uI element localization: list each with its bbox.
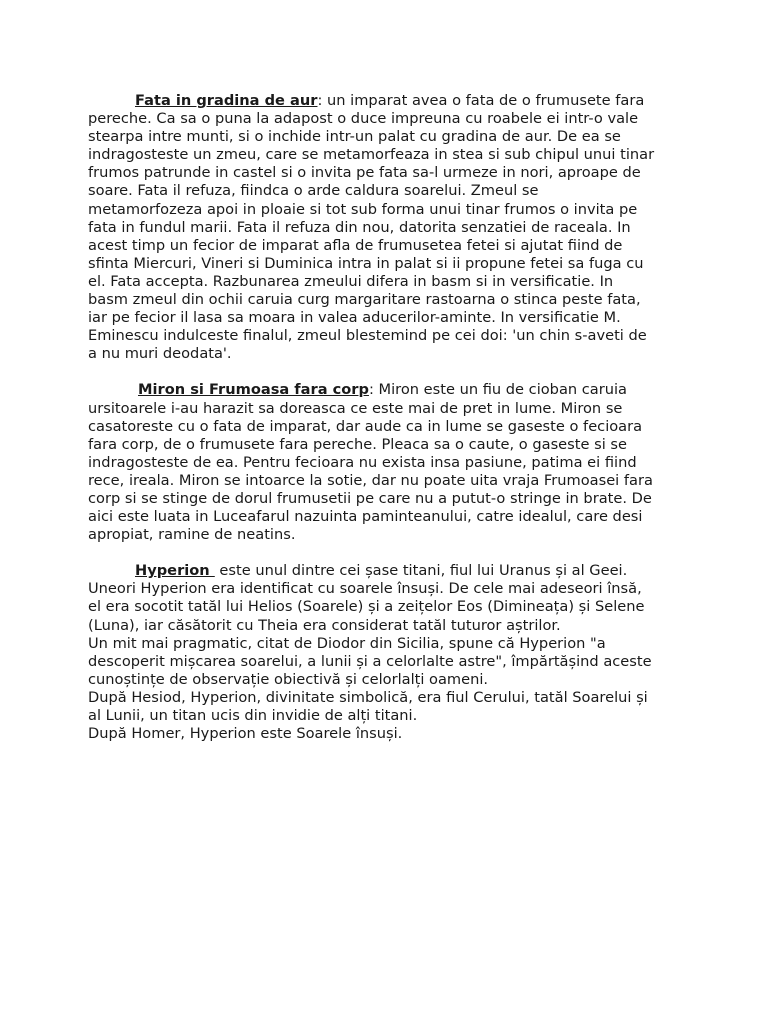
paragraph-line: casatoreste cu o fata de imparat, dar aude ca in lume se gaseste o fecioara (88, 417, 643, 435)
paragraph-line: frumos patrunde in castel si o invita pe fata sa-l urmeze in nori, aproape de (88, 164, 641, 182)
paragraph-hyperion (88, 562, 688, 743)
paragraph-line: rece, ireala. Miron se intoarce la sotie, dar nu poate uita vraja Frumoasei fara (88, 471, 653, 489)
paragraph-miron-si-frumoasa-fara-corp (88, 381, 688, 544)
paragraph-line: fara corp, de o frumusete fara pereche. Pleaca sa o caute, o gaseste si se (88, 435, 627, 453)
paragraph-line: descoperit mișcarea soarelui, a lunii și a celorlalte astre", împărtășind aceste (88, 652, 652, 670)
section-title: Fata in gradina de aur (135, 92, 318, 109)
paragraph-spacer (88, 544, 688, 562)
paragraph-line: cunoștințe de observație obiectivă și celorlalți oameni. (88, 670, 489, 688)
section-title: Miron si Frumoasa fara corp (138, 381, 369, 399)
paragraph-text: este unul dintre cei șase titani, fiul lui Uranus și al Geei. (214, 562, 628, 580)
paragraph-line: După Hesiod, Hyperion, divinitate simbolică, era fiul Cerului, tatăl Soarelui și (88, 688, 648, 706)
paragraph-line: el. Fata accepta. Razbunarea zmeului difera in basm si in versificatie. In (88, 272, 614, 290)
paragraph-line: (Luna), iar căsătorit cu Theia era considerat tatăl tuturor aștrilor. (88, 616, 561, 634)
paragraph-line: După Homer, Hyperion este Soarele însuși. (88, 725, 403, 743)
paragraph-line: el era socotit tatăl lui Helios (Soarele) și a zeițelor Eos (Dimineața) și Selene (88, 598, 645, 616)
paragraph-line: corp si se stinge de dorul frumusetii pe care nu a putut-o stringe in brate. De (88, 489, 652, 507)
section-title: Hyperion (135, 562, 215, 580)
paragraph-line: ursitoarele i-au harazit sa doreasca ce este mai de pret in lume. Miron se (88, 399, 623, 417)
paragraph-text: : un imparat avea o fata de o frumusete fara (317, 92, 645, 109)
paragraph-first-line (88, 562, 688, 580)
paragraph-line: indragosteste un zmeu, care se metamorfeaza in stea si sub chipul unui tinar (88, 146, 655, 164)
paragraph-line: indragosteste de ea. Pentru fecioara nu exista insa pasiune, patima ei fiind (88, 453, 637, 471)
paragraph-first-line (88, 92, 688, 110)
paragraph-line: apropiat, ramine de neatins. (88, 526, 296, 544)
paragraph-line: pereche. Ca sa o puna la adapost o duce impreuna cu roabele ei intr-o vale (88, 110, 639, 128)
paragraph-line: sfinta Miercuri, Vineri si Duminica intra in palat si ii propune fetei sa fuga cu (88, 254, 644, 272)
paragraph-first-line (88, 381, 688, 399)
paragraph-spacer (88, 363, 688, 381)
paragraph-text: : Miron este un fiu de cioban caruia (368, 381, 627, 399)
paragraph-line: aici este luata in Luceafarul nazuinta paminteanului, catre idealul, care desi (88, 508, 643, 526)
paragraph-line: metamorfozeza apoi in ploaie si tot sub forma unui tinar frumos o invita pe (88, 200, 638, 218)
paragraph-line: Eminescu indulceste finalul, zmeul blestemind pe cei doi: 'un chin s-aveti de (88, 327, 647, 345)
paragraph-line: Un mit mai pragmatic, citat de Diodor din Sicilia, spune că Hyperion "a (88, 634, 606, 652)
paragraph-line: a nu muri deodata'. (88, 345, 232, 363)
paragraph-line: acest timp un fecior de imparat afla de frumusetea fetei si ajutat fiind de (88, 236, 623, 254)
paragraph-line: basm zmeul din ochii caruia curg margaritare rastoarna o stinca peste fata, (88, 291, 641, 309)
paragraph-line: iar pe fecior il lasa sa moara in valea aducerilor-aminte. In versificatie M. (88, 309, 621, 327)
paragraph-line: Uneori Hyperion era identificat cu soarele însuși. De cele mai adeseori însă, (88, 580, 642, 598)
paragraph-fata-in-gradina-de-aur (88, 92, 688, 363)
paragraph-line: fata in fundul marii. Fata il refuza din nou, datorita senzatiei de raceala. In (88, 218, 631, 236)
paragraph-line: stearpa intre munti, si o inchide intr-un palat cu gradina de aur. De ea se (88, 128, 621, 146)
paragraph-line: al Lunii, un titan ucis din invidie de alți titani. (88, 707, 418, 724)
document-page (88, 92, 688, 743)
paragraph-line: soare. Fata il refuza, fiindca o arde caldura soarelui. Zmeul se (88, 182, 539, 200)
